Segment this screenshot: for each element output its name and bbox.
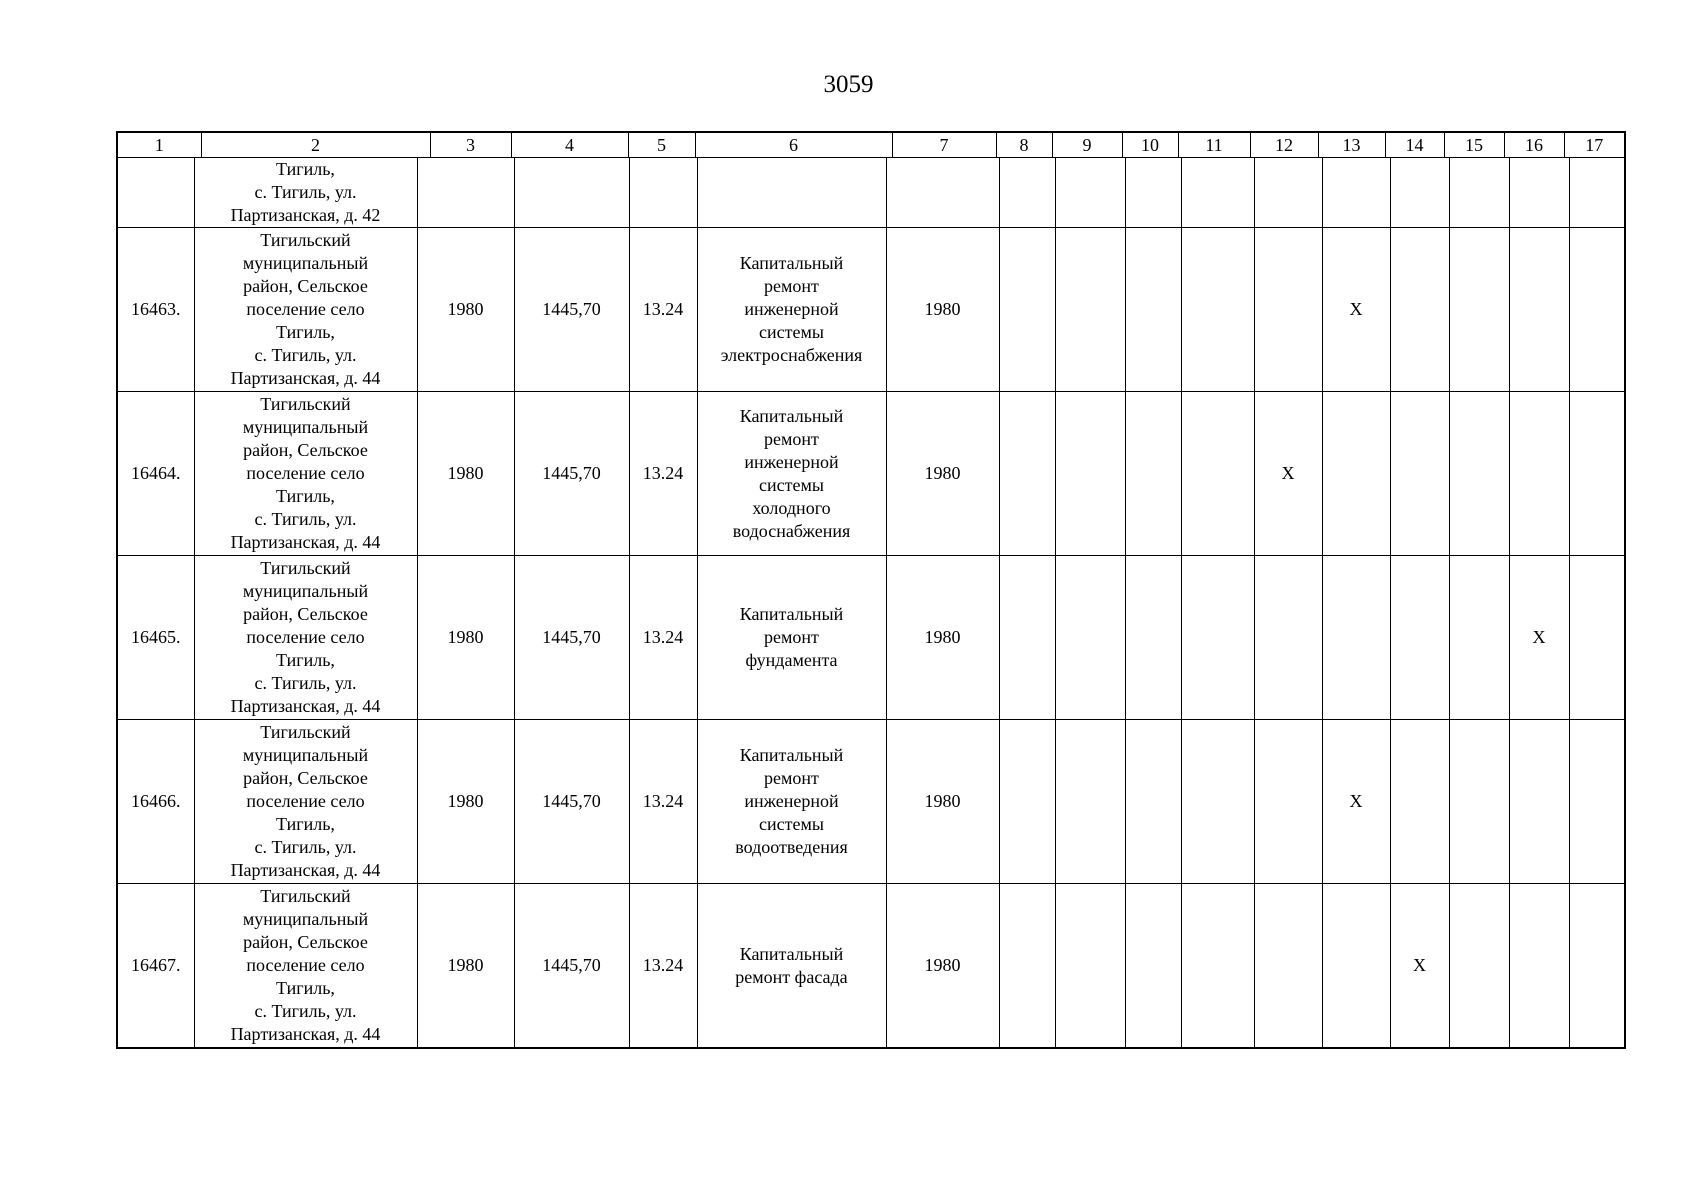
table-row bbox=[117, 158, 1625, 228]
header-cell: 3 bbox=[430, 132, 511, 158]
mark-cell bbox=[1125, 720, 1181, 884]
header-cell: 2 bbox=[201, 132, 430, 158]
work-type-cell: Капитальный ремонт инженерной системы электроснабжения bbox=[697, 228, 886, 392]
mark-cell bbox=[1322, 158, 1390, 228]
mark-cell bbox=[1390, 720, 1449, 884]
mark-cell bbox=[1322, 884, 1390, 1049]
header-row bbox=[117, 132, 1625, 158]
mark-cell bbox=[1181, 228, 1254, 392]
column-number-header bbox=[116, 131, 1626, 158]
mark-cell bbox=[1254, 158, 1322, 228]
area-cell: 1445,70 bbox=[514, 228, 629, 392]
year-cell: 1980 bbox=[417, 392, 514, 556]
header-cell: 14 bbox=[1385, 132, 1444, 158]
mark-cell bbox=[1322, 556, 1390, 720]
mark-cell bbox=[1055, 884, 1125, 1049]
address-cell: Тигиль, с. Тигиль, ул. Партизанская, д. 42 bbox=[194, 158, 417, 228]
mark-cell bbox=[1181, 556, 1254, 720]
mark-cell bbox=[1055, 556, 1125, 720]
mark-cell bbox=[999, 158, 1055, 228]
code-cell: 13.24 bbox=[629, 556, 697, 720]
mark-cell bbox=[999, 556, 1055, 720]
code-cell: 13.24 bbox=[629, 228, 697, 392]
work-type-cell: Капитальный ремонт фасада bbox=[697, 884, 886, 1049]
mark-cell bbox=[1055, 392, 1125, 556]
row-number-cell: 16463. bbox=[117, 228, 194, 392]
year-cell: 1980 bbox=[417, 556, 514, 720]
table-row bbox=[117, 556, 1625, 720]
row-number-cell: 16466. bbox=[117, 720, 194, 884]
year-cell: 1980 bbox=[886, 556, 999, 720]
mark-cell bbox=[1322, 392, 1390, 556]
header-cell: 11 bbox=[1178, 132, 1250, 158]
mark-cell bbox=[1509, 392, 1569, 556]
address-cell: Тигильский муниципальный район, Сельское поселение село Тигиль, с. Тигиль, ул. Партизанская, д. 44 bbox=[194, 556, 417, 720]
address-cell: Тигильский муниципальный район, Сельское поселение село Тигиль, с. Тигиль, ул. Партизанская, д. 44 bbox=[194, 392, 417, 556]
row-number-cell: 16465. bbox=[117, 556, 194, 720]
header-cell: 12 bbox=[1250, 132, 1318, 158]
code-cell: 13.24 bbox=[629, 884, 697, 1049]
mark-cell bbox=[1181, 720, 1254, 884]
mark-cell: X bbox=[1322, 720, 1390, 884]
mark-cell bbox=[1055, 228, 1125, 392]
mark-cell bbox=[999, 392, 1055, 556]
mark-cell bbox=[1449, 720, 1509, 884]
repair-schedule-table bbox=[116, 157, 1626, 1049]
table-row bbox=[117, 228, 1625, 392]
address-cell: Тигильский муниципальный район, Сельское поселение село Тигиль, с. Тигиль, ул. Партизанская, д. 44 bbox=[194, 228, 417, 392]
mark-cell bbox=[1181, 158, 1254, 228]
mark-cell bbox=[1181, 392, 1254, 556]
mark-cell: X bbox=[1322, 228, 1390, 392]
work-type-cell bbox=[697, 158, 886, 228]
mark-cell bbox=[1449, 158, 1509, 228]
header-cell: 13 bbox=[1318, 132, 1385, 158]
mark-cell bbox=[1569, 556, 1625, 720]
year-cell: 1980 bbox=[886, 720, 999, 884]
header-cell: 4 bbox=[511, 132, 628, 158]
area-cell: 1445,70 bbox=[514, 392, 629, 556]
mark-cell bbox=[1449, 228, 1509, 392]
code-cell: 13.24 bbox=[629, 392, 697, 556]
mark-cell bbox=[1509, 228, 1569, 392]
mark-cell bbox=[1390, 228, 1449, 392]
mark-cell bbox=[999, 884, 1055, 1049]
address-cell: Тигильский муниципальный район, Сельское поселение село Тигиль, с. Тигиль, ул. Партизанская, д. 44 bbox=[194, 720, 417, 884]
mark-cell: X bbox=[1254, 392, 1322, 556]
year-cell: 1980 bbox=[886, 228, 999, 392]
year-cell bbox=[417, 158, 514, 228]
mark-cell bbox=[1254, 884, 1322, 1049]
mark-cell: X bbox=[1509, 556, 1569, 720]
mark-cell bbox=[1181, 884, 1254, 1049]
page-number: 3059 bbox=[823, 71, 874, 98]
header-cell: 15 bbox=[1444, 132, 1504, 158]
header-cell: 17 bbox=[1564, 132, 1625, 158]
area-cell bbox=[514, 158, 629, 228]
mark-cell bbox=[1509, 720, 1569, 884]
code-cell: 13.24 bbox=[629, 720, 697, 884]
year-cell: 1980 bbox=[886, 884, 999, 1049]
mark-cell bbox=[1125, 158, 1181, 228]
area-cell: 1445,70 bbox=[514, 884, 629, 1049]
row-number-cell bbox=[117, 158, 194, 228]
year-cell bbox=[886, 158, 999, 228]
table-body bbox=[117, 158, 1625, 1049]
mark-cell bbox=[1125, 884, 1181, 1049]
table-row bbox=[117, 720, 1625, 884]
mark-cell bbox=[1449, 884, 1509, 1049]
row-number-cell: 16464. bbox=[117, 392, 194, 556]
mark-cell bbox=[1254, 228, 1322, 392]
mark-cell bbox=[999, 720, 1055, 884]
mark-cell bbox=[1254, 556, 1322, 720]
work-type-cell: Капитальный ремонт инженерной системы водоотведения bbox=[697, 720, 886, 884]
mark-cell bbox=[1055, 720, 1125, 884]
mark-cell bbox=[1509, 884, 1569, 1049]
header-cell: 1 bbox=[117, 132, 201, 158]
mark-cell bbox=[1509, 158, 1569, 228]
mark-cell bbox=[1569, 158, 1625, 228]
mark-cell bbox=[1449, 392, 1509, 556]
mark-cell bbox=[1569, 884, 1625, 1049]
table-row bbox=[117, 884, 1625, 1049]
mark-cell bbox=[1390, 556, 1449, 720]
area-cell: 1445,70 bbox=[514, 720, 629, 884]
mark-cell bbox=[1390, 158, 1449, 228]
header-cell: 10 bbox=[1122, 132, 1178, 158]
mark-cell bbox=[999, 228, 1055, 392]
mark-cell bbox=[1569, 720, 1625, 884]
mark-cell bbox=[1569, 228, 1625, 392]
work-type-cell: Капитальный ремонт фундамента bbox=[697, 556, 886, 720]
mark-cell bbox=[1055, 158, 1125, 228]
mark-cell bbox=[1449, 556, 1509, 720]
year-cell: 1980 bbox=[417, 228, 514, 392]
header-cell: 9 bbox=[1052, 132, 1122, 158]
row-number-cell: 16467. bbox=[117, 884, 194, 1049]
mark-cell bbox=[1569, 392, 1625, 556]
code-cell bbox=[629, 158, 697, 228]
header-cell: 5 bbox=[628, 132, 695, 158]
header-cell: 8 bbox=[996, 132, 1052, 158]
mark-cell bbox=[1254, 720, 1322, 884]
mark-cell bbox=[1125, 556, 1181, 720]
mark-cell bbox=[1125, 392, 1181, 556]
header-cell: 16 bbox=[1504, 132, 1564, 158]
year-cell: 1980 bbox=[886, 392, 999, 556]
header-cell: 6 bbox=[695, 132, 892, 158]
area-cell: 1445,70 bbox=[514, 556, 629, 720]
mark-cell: X bbox=[1390, 884, 1449, 1049]
year-cell: 1980 bbox=[417, 720, 514, 884]
mark-cell bbox=[1390, 392, 1449, 556]
year-cell: 1980 bbox=[417, 884, 514, 1049]
work-type-cell: Капитальный ремонт инженерной системы холодного водоснабжения bbox=[697, 392, 886, 556]
table-row bbox=[117, 392, 1625, 556]
address-cell: Тигильский муниципальный район, Сельское поселение село Тигиль, с. Тигиль, ул. Партизанская, д. 44 bbox=[194, 884, 417, 1049]
header-cell: 7 bbox=[892, 132, 996, 158]
mark-cell bbox=[1125, 228, 1181, 392]
